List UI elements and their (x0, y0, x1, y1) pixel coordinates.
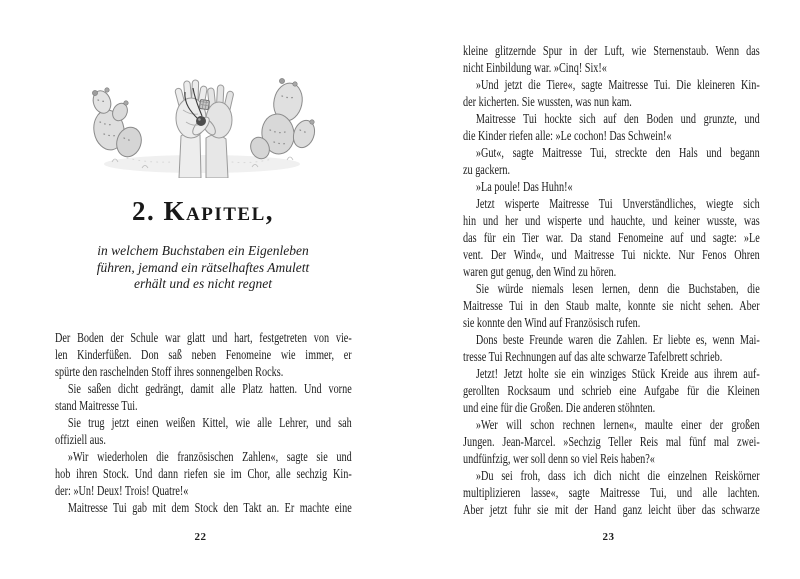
text-line: in welchem Buchstaben ein Eigenleben (97, 243, 309, 258)
text-line: vent. Der Wind«, und Maitresse Tui nickte. Nur Fenos Ohren (463, 247, 760, 262)
text-line: Aber jetzt fuhr sie mit der Hand ganz leicht über das schwarze (463, 502, 760, 517)
text-line: der kicherten. Sie wussten, was nun kam. (463, 94, 632, 109)
text-line: und eine für die Großen. Die anderen stöhnten. (463, 400, 656, 415)
page-number-left: 22 (194, 531, 207, 543)
text-line: offiziell aus. (55, 432, 106, 447)
text-line: »Wer will schon rechnen lernen«, maulte einer der großen (475, 417, 760, 432)
text-line: »La poule! Das Huhn!« (475, 179, 573, 194)
text-line: undfünfzig, wer soll denn so viel Reis haben?« (463, 451, 655, 466)
chapter-title: 2. Kapitel, (132, 196, 274, 226)
text-line: Dons beste Freunde waren die Zahlen. Er liebte es, wenn Mai- (475, 332, 760, 347)
cactus-left (90, 88, 145, 160)
text-line: tresse Tui Rechnungen auf das alte schwarze Tafelbrett schrieb. (463, 349, 723, 364)
chapter-illustration (82, 50, 322, 178)
text-line: Jungen. Jean-Marcel. »Sechzig Teller Reis mal fünf mal zwei- (463, 434, 760, 449)
text-line: Maitresse Tui gab mit dem Stock den Takt an. Er machte eine (67, 500, 352, 515)
text-line: »Und jetzt die Tiere«, sagte Maitresse Tui. Die kleineren Kin- (475, 77, 760, 92)
chapter-subtitle (54, 243, 352, 293)
text-line: Maitresse Tui in den Staub malte, konnte sie nicht sehen. Aber (463, 298, 760, 313)
text-line: kleine glitzernde Spur in der Luft, wie Sternenstaub. Wenn das (463, 43, 760, 58)
page-number-right: 23 (602, 531, 615, 543)
text-line: das für ein Tier war. Da stand Fenomeine auf und sagte: »Le (463, 230, 760, 245)
page-right (400, 0, 800, 579)
text-line: hin und her und wisperte und hauchte, und keiner wusste, was (463, 213, 760, 228)
right-page-text-block (463, 42, 760, 518)
text-line: gerollten Rocksaum und schrieb eine Aufgabe für die Kleinen (463, 383, 760, 398)
text-line: Sie saßen dicht gedrängt, damit alle Platz hatten. Und vorne (67, 381, 352, 396)
text-line: len Kinderfüßen. Don saß neben Fenomeine wie immer, er (55, 347, 352, 362)
text-line: »Du sei froh, dass ich dich nicht die einzelnen Reiskörner (475, 468, 760, 483)
text-line: nicht Einbildung war. »Cinq! Six!« (463, 60, 607, 75)
text-line: Jetzt! Jetzt holte sie ein winziges Stück Kreide aus ihrem auf- (475, 366, 760, 381)
text-line: Sie würde niemals lesen lernen, denn die Buchstaben, die (475, 281, 760, 296)
text-line: hob ihren Stock. Und dann riefen sie im Chor, alle sechzig Kin- (55, 466, 352, 481)
text-line: Sie trug jetzt einen weißen Kittel, wie alle Lehrer, und sah (67, 415, 352, 430)
text-line: »Wir wiederholen die französischen Zahlen«, sagte sie und (67, 449, 352, 464)
text-line: der: »Un! Deux! Trois! Quatre!« (55, 483, 189, 498)
cactus-right (247, 78, 318, 161)
text-line: multiplizieren lasse«, sagte Maitresse Tui, und alle lachten. (463, 485, 760, 500)
text-line: Jetzt wisperte Maitresse Tui Unverständliches, wiegte sich (475, 196, 760, 211)
text-line: »Gut«, sagte Maitresse Tui, streckte den Hals und begann (475, 145, 760, 160)
left-page-text-block (55, 329, 352, 516)
text-line: die Kinder riefen alle: »Le cochon! Das Schwein!« (463, 128, 672, 143)
text-line: sie konnte den Wind auf Französisch rufen. (463, 315, 641, 330)
text-line: Maitresse Tui hockte sich auf den Boden und grunzte, und (475, 111, 760, 126)
text-line: erhält und es nicht regnet (134, 276, 272, 291)
ground-shading (104, 155, 300, 173)
text-line: Der Boden der Schule war glatt und hart, festgetreten von vie- (55, 330, 352, 345)
text-line: waren gut genug, den Wind zu hören. (463, 264, 617, 279)
text-line: spürte den raschelnden Stoff ihres sonnengelben Rocks. (55, 364, 284, 379)
text-line: zu gackern. (463, 162, 511, 177)
text-line: führen, jemand ein rätselhaftes Amulett (96, 259, 310, 275)
text-line: stand Maitresse Tui. (55, 398, 138, 413)
